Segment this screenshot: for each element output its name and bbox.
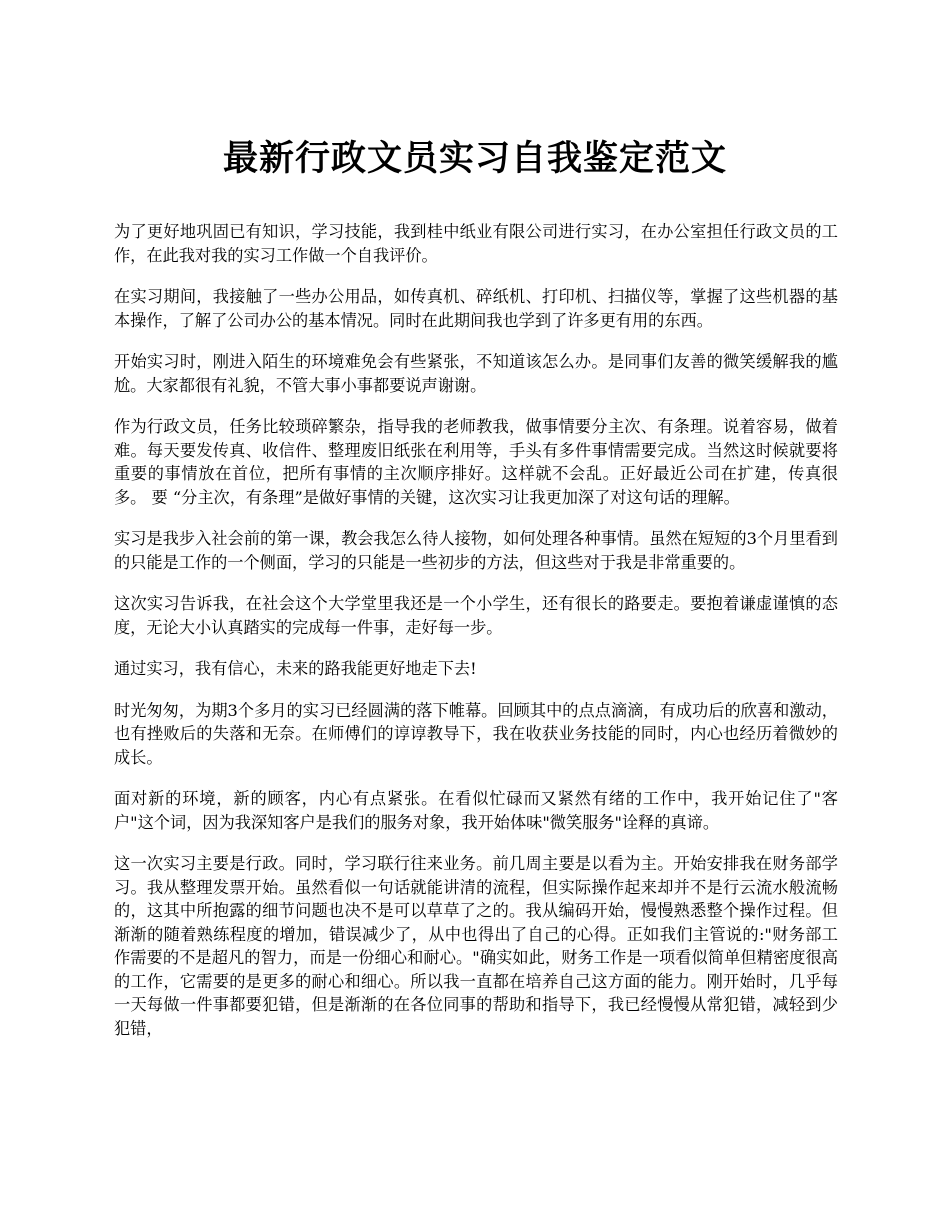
paragraph-5: 实习是我步入社会前的第一课，教会我怎么待人接物，如何处理各种事情。虽然在短短的3个月里看到的只能是工作的一个侧面，学习的只能是一些初步的方法，但这些对于我是非常重要的。 <box>114 529 838 572</box>
paragraph-8: 时光匆匆，为期3个多月的实习已经圆满的落下帷幕。回顾其中的点点滴滴，有成功后的欣喜和激动，也有挫败后的失落和无奈。在师傅们的谆谆教导下，我在收获业务技能的同时，内心也经历着微妙的成长。 <box>114 700 838 767</box>
document-body <box>114 220 838 1058</box>
paragraph-2: 在实习期间，我接触了一些办公用品，如传真机、碎纸机、打印机、扫描仪等，掌握了这些机器的基本操作，了解了公司办公的基本情况。同时在此期间我也学到了许多更有用的东西。 <box>114 287 838 330</box>
paragraph-10: 这一次实习主要是行政。同时，学习联行往来业务。前几周主要是以看为主。开始安排我在财务部学习。我从整理发票开始。虽然看似一句话就能讲清的流程，但实际操作起来却并不是行云流水般流畅的，这其中所抱露的细节问题也决不是可以草草了之的。我从编码开始，慢慢熟悉整个操作过程。但渐渐的随着熟练程度的增加，错误减少了，从中也得出了自己的心得。正如我们主管说的:"财务部工作需要的不是超凡的智力，而是一份细心和耐心。"确实如此，财务工作是一项看似简单但精密度很高的工作，它需要的是更多的耐心和细心。所以我一直都在培养自己这方面的能力。刚开始时，几乎每一天每做一件事都要犯错，但是渐渐的在各位同事的帮助和指导下，我已经慢慢从常犯错，减轻到少犯错， <box>114 854 838 1038</box>
paragraph-9: 面对新的环境，新的顾客，内心有点紧张。在看似忙碌而又紧然有绪的工作中，我开始记住了"客户"这个词，因为我深知客户是我们的服务对象，我开始体味"微笑服务"诠释的真谛。 <box>114 789 838 832</box>
paragraph-7: 通过实习，我有信心，未来的路我能更好地走下去! <box>114 659 477 678</box>
paragraph-6: 这次实习告诉我，在社会这个大学堂里我还是一个小学生，还有很长的路要走。要抱着谦虚谨慎的态度，无论大小认真踏实的完成每一件事，走好每一步。 <box>114 594 838 637</box>
paragraph-3: 开始实习时，刚进入陌生的环境难免会有些紧张，不知道该怎么办。是同事们友善的微笑缓解我的尴尬。大家都很有礼貌，不管大事小事都要说声谢谢。 <box>114 352 838 395</box>
paragraph-1: 为了更好地巩固已有知识，学习技能，我到桂中纸业有限公司进行实习，在办公室担任行政文员的工作，在此我对我的实习工作做一个自我评价。 <box>114 222 838 265</box>
page-title: 最新行政文员实习自我鉴定范文 <box>222 138 727 180</box>
paragraph-4: 作为行政文员，任务比较琐碎繁杂，指导我的老师教我，做事情要分主次、有条理。说着容易，做着难。每天要发传真、收信件、整理废旧纸张在利用等，手头有多件事情需要完成。当然这时候就要将重要的事情放在首位，把所有事情的主次顺序排好。这样就不会乱。正好最近公司在扩建，传真很多。 要 “分主次，有条理”是做好事情的关键，这次实习让我更加深了对这句话的理解。 <box>114 417 838 507</box>
